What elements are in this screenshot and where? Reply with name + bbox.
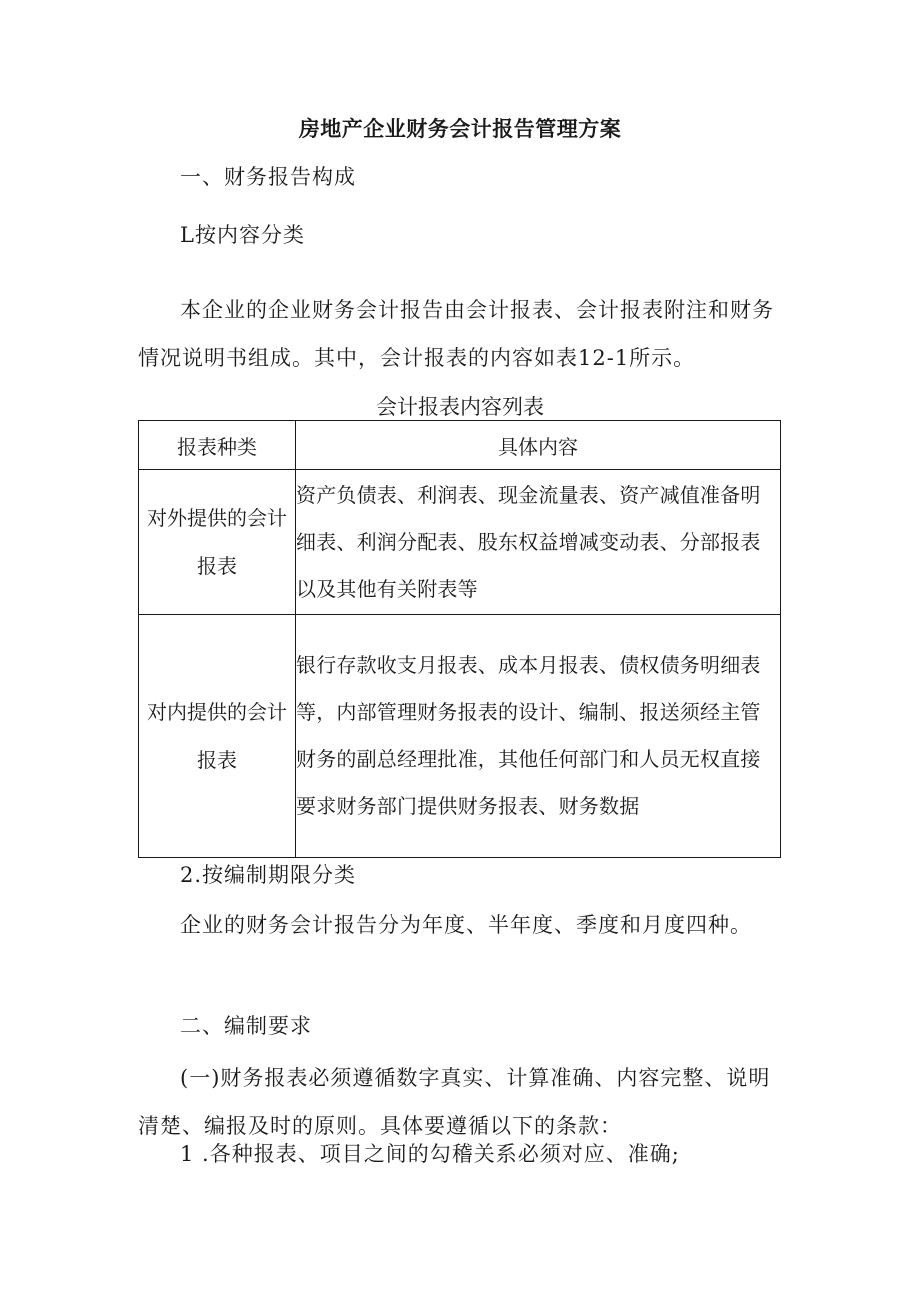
section1-period-paragraph: 企业的财务会计报告分为年度、半年度、季度和月度四种。 [180, 913, 752, 937]
section2-item-1: 1 .各种报表、项目之间的勾稽关系必须对应、准确; [180, 1142, 680, 1166]
table-cell-content: 银行存款收支月报表、成本月报表、债权债务明细表等，内部管理财务报表的设计、编制、报送须经主管财务的副总经理批准，其他任何部门和人员无权直接要求财务部门提供财务报表、财务数据 [296, 615, 781, 858]
table-header-row [139, 421, 781, 470]
table-cell-content: 资产负债表、利润表、现金流量表、资产减值准备明细表、利润分配表、股东权益增减变动表、分部报表以及其他有关附表等 [296, 470, 781, 615]
section1-intro-paragraph: 本企业的企业财务会计报告由会计报表、会计报表附注和财务情况说明书组成。其中，会计报表的内容如表12-1所示。 [138, 298, 774, 370]
section1-subheading-by-content: L按内容分类 [180, 223, 305, 247]
section2-heading: 二、编制要求 [180, 1014, 312, 1038]
table-row [139, 615, 781, 858]
table-cell-category: 对内提供的会计报表 [139, 615, 296, 858]
section1-heading: 一、财务报告构成 [180, 165, 356, 189]
section2-principles-paragraph: (一)财务报表必须遵循数字真实、计算准确、内容完整、说明清楚、编报及时的原则。具体要遵循以下的条款： [138, 1066, 771, 1138]
table-header-content: 具体内容 [296, 421, 781, 470]
report-contents-table [138, 420, 781, 858]
section1-subheading-by-period: 2.按编制期限分类 [180, 863, 357, 887]
document-title: 房地产企业财务会计报告管理方案 [298, 116, 622, 141]
table-header-category: 报表种类 [139, 421, 296, 470]
table-caption: 会计报表内容列表 [376, 395, 544, 419]
table-row [139, 470, 781, 615]
table-cell-category: 对外提供的会计报表 [139, 470, 296, 615]
